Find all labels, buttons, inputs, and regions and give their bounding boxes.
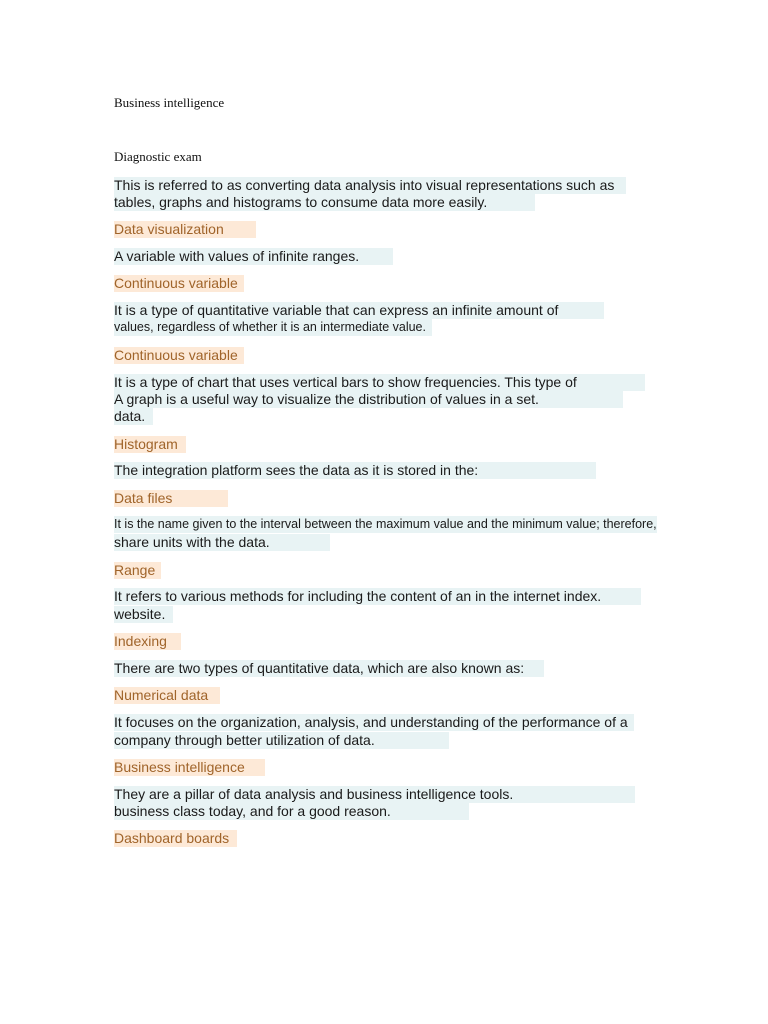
question-5-line-1: The integration platform sees the data as it is stored in the: [114,462,596,479]
question-4-line-1: It is a type of chart that uses vertical bars to show frequencies. This type of [114,374,645,391]
question-2-line-1: A variable with values of infinite ranges. [114,248,393,265]
question-7-line-1: It refers to various methods for including the content of an in the internet index. [114,588,641,605]
question-3-line-1: It is a type of quantitative variable that can express an infinite amount of [114,302,604,319]
question-10-line-2: business class today, and for a good reason. [114,803,469,820]
answer-7: Indexing [114,633,181,650]
question-6-line-1: It is the name given to the interval between the maximum value and the minimum value; therefore, [114,517,657,531]
question-8-line-1: There are two types of quantitative data, which are also known as: [114,660,544,677]
answer-8: Numerical data [114,687,220,704]
question-4-line-3: data. [114,408,153,425]
question-9-line-2: company through better utilization of data. [114,732,449,749]
answer-10: Dashboard boards [114,830,237,847]
question-6-line-2: share units with the data. [114,534,330,551]
answer-1: Data visualization [114,221,256,238]
answer-9: Business intelligence [114,759,265,776]
document-title: Business intelligence [114,95,225,110]
question-10-line-1: They are a pillar of data analysis and business intelligence tools. [114,786,635,803]
answer-2: Continuous variable [114,275,244,292]
question-1-line-2: tables, graphs and histograms to consume data more easily. [114,194,535,211]
question-4-line-2: A graph is a useful way to visualize the distribution of values in a set. [114,391,623,408]
question-3-line-2: values, regardless of whether it is an intermediate value. [114,319,432,336]
question-1-line-1: This is referred to as converting data analysis into visual representations such as [114,177,626,194]
answer-3: Continuous variable [114,347,244,364]
answer-5: Data files [114,490,228,507]
document-subtitle: Diagnostic exam [114,149,202,164]
answer-6: Range [114,562,161,579]
answer-4: Histogram [114,436,186,453]
question-9-line-1: It focuses on the organization, analysis, and understanding of the performance of a [114,714,634,731]
question-7-line-2: website. [114,606,173,623]
